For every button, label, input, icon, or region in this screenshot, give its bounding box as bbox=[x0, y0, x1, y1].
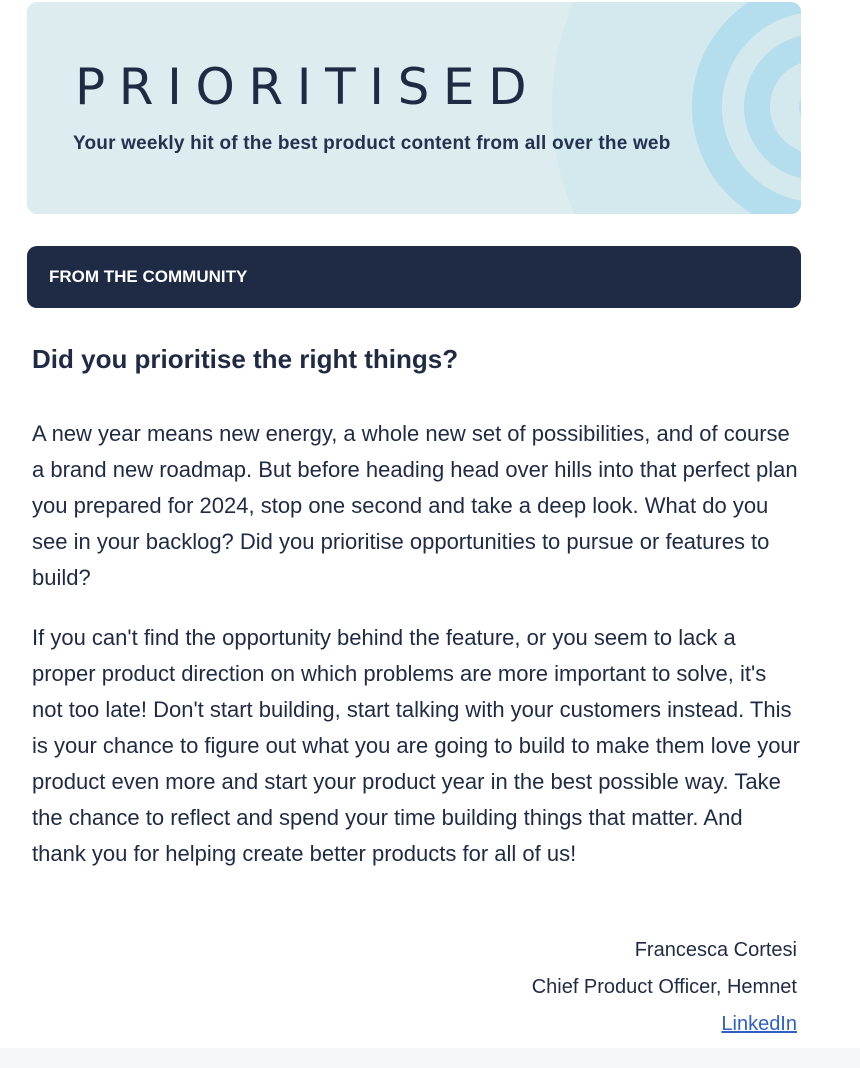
article bbox=[32, 340, 802, 896]
article-paragraph: A new year means new energy, a whole new set of possibilities, and of course a brand new roadmap. But before heading head over hills into that perfect plan you prepared for 2024, stop one second and take a deep look. What do you see in your backlog? Did you prioritise opportunities to pursue or features to build? bbox=[32, 421, 798, 590]
brand-tagline: Your weekly hit of the best product content from all over the web bbox=[73, 133, 671, 154]
article-title: Did you prioritise the right things? bbox=[32, 344, 459, 374]
article-paragraph: If you can't find the opportunity behind the feature, or you seem to lack a proper product direction on which problems are more important to solve, it's not too late! Don't start building, start talking with your customers instead. This is your chance to figure out what you are going to build to make them love your product even more and start your product year in the best possible way. Take the chance to reflect and spend your time building things that matter. And thank you for helping create better products for all of us! bbox=[32, 625, 800, 866]
section-header bbox=[27, 246, 801, 308]
section-label: FROM THE COMMUNITY bbox=[49, 267, 248, 286]
footer-strip bbox=[0, 1048, 860, 1068]
author-name: Francesca Cortesi bbox=[634, 939, 797, 961]
newsletter-header bbox=[27, 2, 801, 214]
author-role: Chief Product Officer, Hemnet bbox=[531, 976, 797, 998]
author-signature bbox=[532, 932, 797, 1043]
linkedin-link[interactable]: LinkedIn bbox=[721, 1013, 797, 1035]
brand-title: PRIORITISED bbox=[75, 58, 541, 116]
